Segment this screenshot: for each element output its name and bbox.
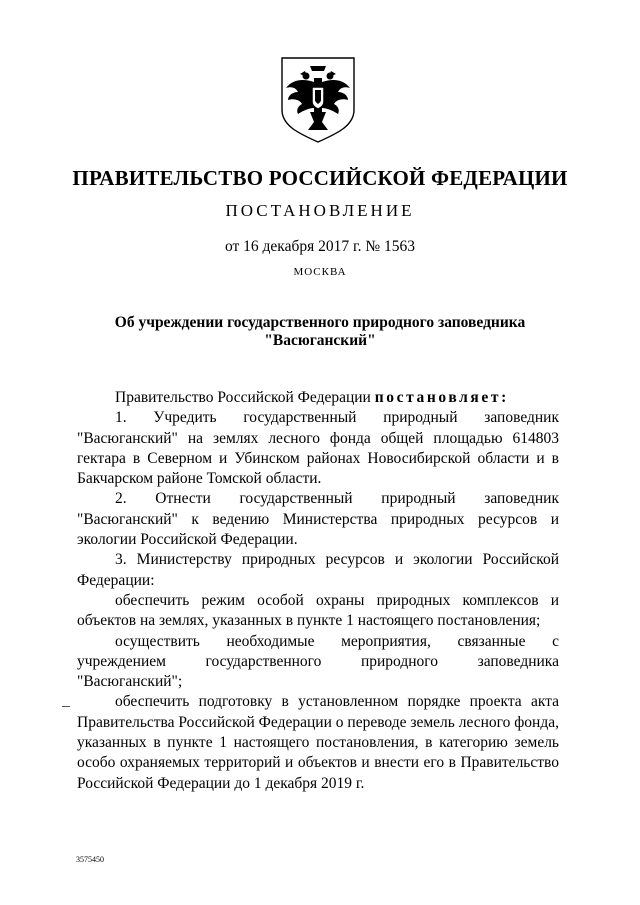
date-and-number: от 16 декабря 2017 г. № 1563 <box>224 238 416 255</box>
government-title: ПРАВИТЕЛЬСТВО РОССИЙСКОЙ ФЕДЕРАЦИИ <box>72 166 568 190</box>
preamble-keyword: постановляет: <box>374 389 509 406</box>
coat-of-arms-emblem <box>274 52 362 144</box>
paragraph-3a: обеспечить режим особой охраны природных комплексов и объектов на землях, указанных в пункте 1 настоящего постановления; <box>77 591 559 630</box>
preamble <box>77 388 559 408</box>
paragraph-3c: обеспечить подготовку в установленном порядке проекта акта Правительства Российской Федерации о переводе земель лесного фонда, указанных в пункте 1 настоящего постановления, в категорию земель особо охраняемых территорий и объектов и внести его в Правительство Российской Федерации до 1 декабря 2019 г. <box>77 693 559 792</box>
paragraph-3b: осуществить необходимые мероприятия, связанные с учреждением государственного природного заповедника "Васюганский"; <box>77 632 559 691</box>
paragraph-1: 1. Учредить государственный природный заповедник "Васюганский" на землях лесного фонда общей площадью 614803 гектара в Северном и Убинском районах Новосибирской области и в Бакчарском районе Томской области. <box>77 409 559 488</box>
document-code: 3575450 <box>76 855 104 864</box>
city: МОСКВА <box>293 266 347 278</box>
margin-mark <box>62 706 70 707</box>
preamble-text: Правительство Российской Федерации <box>115 389 375 406</box>
subject-line-1: Об учреждении государственного природного заповедника <box>114 314 526 331</box>
paragraph-2: 2. Отнести государственный природный заповедник "Васюганский" к ведению Министерства природных ресурсов и экологии Российской Федерации. <box>77 490 559 549</box>
document-subject <box>0 314 640 350</box>
paragraph-3: 3. Министерству природных ресурсов и экологии Российской Федерации: <box>77 551 559 589</box>
subject-line-2: "Васюганский" <box>264 332 376 349</box>
document-body <box>77 388 559 794</box>
document-type: ПОСТАНОВЛЕНИЕ <box>225 201 415 220</box>
